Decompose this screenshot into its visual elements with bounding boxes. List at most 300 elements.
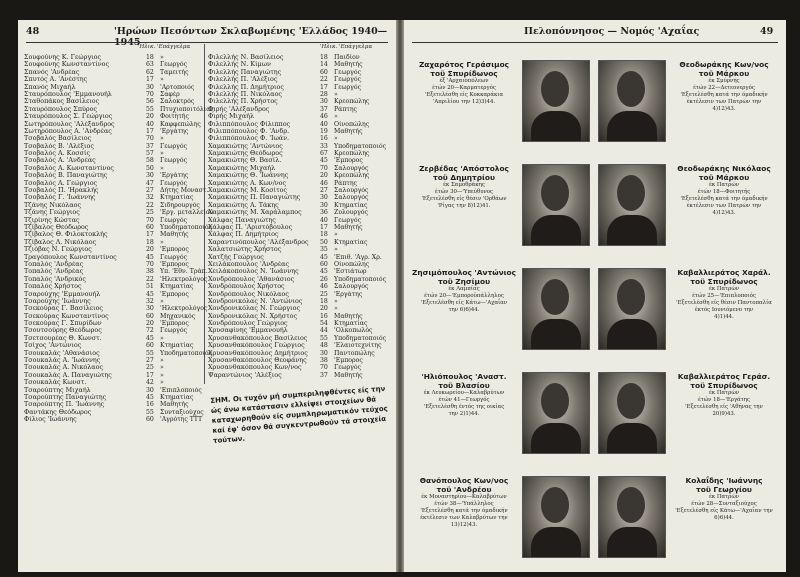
victim-detail: 13)12)43.	[450, 522, 478, 528]
person-occupation: Γεωργός	[160, 327, 188, 335]
victim-entry	[408, 154, 594, 254]
person-age: 25	[146, 364, 154, 372]
person-age: 70	[320, 364, 328, 372]
person-age: 17	[320, 83, 328, 91]
person-occupation: 'Εμπορος	[334, 357, 363, 365]
person-age: 55	[146, 408, 154, 416]
person-name: Φιλελλής Π. Χρήστος	[208, 98, 278, 106]
portrait-body	[531, 423, 581, 453]
person-age: 70	[146, 216, 154, 224]
person-occupation: Γεωργός	[334, 76, 362, 84]
person-age: 46	[320, 283, 328, 291]
person-name: Τζιόβας Ν. Γεώργιος	[24, 246, 92, 254]
victim-detail: 4)12)43.	[712, 210, 736, 216]
person-age: 46	[320, 113, 328, 121]
portrait-face	[541, 175, 569, 211]
person-occupation: Υποδηματοποιός	[160, 349, 213, 357]
person-occupation: Γεωργός	[334, 364, 362, 372]
victim-info	[408, 476, 520, 529]
header-rule-right	[412, 42, 778, 43]
person-occupation: »	[160, 135, 164, 143]
right-page-header	[404, 26, 786, 40]
victim-detail: 4)12)43.	[712, 106, 736, 112]
header-rule	[26, 42, 388, 43]
victim-detail: έκ Μοναστηρίου—Καλαβρύτων	[421, 494, 507, 500]
person-age: 30	[146, 386, 154, 394]
victim-father: τοϋ Μάρκου	[698, 69, 750, 78]
person-name: Τσεκούρας Κωνσταντίνος	[24, 312, 109, 320]
portrait-body	[531, 527, 581, 557]
person-age: 45	[146, 393, 154, 401]
person-name: Σταυρόπουλος 'Εμμανουήλ	[24, 90, 112, 98]
person-name: Σπανός Μιχαήλ	[24, 83, 76, 91]
person-occupation: Σαλουργός	[334, 164, 369, 172]
portrait-face	[541, 279, 569, 315]
person-name: Χρυσανθακόπουλος Κων/νος	[208, 364, 302, 372]
person-age: 18	[146, 238, 154, 246]
person-occupation: Οίνοπώλης	[334, 120, 370, 128]
victim-entry	[596, 362, 782, 462]
person-name: Σπυτός Α. 'Ανέστης	[24, 76, 88, 84]
person-name: Χειλάκοπουλος Ν. 'Ιωάννης	[208, 268, 299, 276]
person-occupation: Κρεοπώλης	[334, 172, 370, 180]
person-age: 33	[320, 142, 328, 150]
person-name: Χαλατσιώτης Χρήστος	[208, 246, 282, 254]
person-age: 40	[320, 120, 328, 128]
victim-detail: έκ Σαμοθράκης	[443, 182, 485, 188]
person-name: Χαμακιώτης Μ. Κοσίτος	[208, 187, 288, 195]
column-2-names	[208, 54, 309, 379]
person-occupation: »	[334, 231, 338, 239]
person-age: 18	[320, 297, 328, 305]
victim-info	[408, 372, 520, 418]
person-name: Χαμακιώτης Μιχαήλ	[208, 164, 276, 172]
note-text: ΣΗΜ. Οι τυχόν μή συμπεριληφθέντες είς την ώς άνω κατάστασιν ελλείψει στοιχείων θά καταχωρηθούν είς συμπληρωματικόν τεύχος καί έφ' όσον θά συγκεντρωθούν τά στοιχεία τούτων.	[210, 384, 389, 445]
person-occupation: Κρεοπώλης	[334, 150, 370, 158]
person-name: Φαντάκης Θεόδωρος	[24, 408, 92, 416]
person-occupation: »	[160, 371, 164, 379]
person-occupation: »	[334, 305, 338, 313]
person-occupation: »	[160, 238, 164, 246]
portrait-photo	[522, 268, 590, 350]
person-age: 55	[146, 105, 154, 113]
person-age: 30	[320, 201, 328, 209]
victim-detail: 'Εξετελέσθη είς Κοκκαράκια	[424, 92, 504, 98]
person-name: Τσοβαλός Α. Κοσσίς	[24, 150, 91, 158]
person-name: Τσαρούχης 'Εμμανουήλ	[24, 290, 101, 298]
person-occupation: 'Εμπορος	[160, 320, 189, 328]
victim-entry	[408, 362, 594, 462]
victim-detail: 'Εξετελέσθη είς θέσιν 'Ορθάων	[421, 196, 507, 202]
person-name: Χονδρόπουλος 'Αθανάσιος	[208, 275, 295, 283]
person-occupation: Κτηματίας	[334, 238, 368, 246]
person-age: 22	[320, 76, 328, 84]
portrait-photo	[598, 60, 666, 142]
person-age: 20	[320, 305, 328, 313]
victim-entry	[408, 466, 594, 566]
person-age: 40	[320, 216, 328, 224]
person-name: Φιρής Μιχαήλ	[208, 113, 255, 121]
person-occupation: Γεωργός	[160, 253, 188, 261]
victim-detail: έκ Πατρών	[708, 390, 740, 396]
person-name: Φιλελλής Π. 'Αλέξιος	[208, 76, 278, 84]
person-occupation: Μαθητής	[160, 231, 189, 239]
person-name: Τσετσουρέας Θ. Κωνστ.	[24, 334, 102, 342]
person-age: 17	[146, 76, 154, 84]
person-name: Τσοβαλός Γ. 'Ιωάννης	[24, 194, 96, 202]
person-occupation: Μαθητής	[334, 61, 363, 69]
victim-info	[408, 164, 520, 210]
victim-detail: 'Εξετελέσθη είς 'Αθήνας την	[685, 404, 763, 410]
person-occupation: 'Εμπορος	[160, 290, 189, 298]
book-gutter	[396, 20, 404, 572]
portrait-photo	[522, 164, 590, 246]
victim-detail: 4)1)44.	[714, 314, 734, 320]
column-1-jobs	[160, 54, 214, 424]
victim-detail: έκτέλεσιν των Πατρών την	[686, 203, 762, 209]
person-age: 60	[320, 68, 328, 76]
person-name: Τσουκαλάς Α. Παναγιώτης	[24, 371, 112, 379]
person-occupation: 'Ελαιοτεχνίτης	[334, 342, 382, 350]
person-occupation: »	[160, 150, 164, 158]
person-occupation: »	[160, 379, 164, 387]
person-occupation: Υποδηματοποιός	[334, 275, 387, 283]
person-name: Τοπαλός 'Ανδρέας	[24, 260, 84, 268]
person-name: Χάλφας Π. 'Αριστόβουλος	[208, 223, 293, 231]
portrait-body	[531, 111, 581, 141]
victim-detail: έκτέλεσιν των Καλαβρύτων την	[420, 515, 508, 521]
victim-detail: έτών 18—Φοιτητής	[697, 189, 751, 195]
victim-father: τοϋ Σπυρίδωνος	[690, 381, 758, 390]
victim-name: Θεοδωράκης Νικόλαος	[677, 164, 771, 173]
person-occupation: »	[160, 357, 164, 365]
person-name: Τσεκούρας Γ. Βασίλειος	[24, 305, 104, 313]
person-name: Τσουκαλάς Κωνστ.	[24, 379, 87, 387]
person-age: 38	[320, 357, 328, 365]
person-occupation: Κτηματίας	[160, 283, 194, 291]
person-age: 16	[146, 401, 154, 409]
person-age: 25	[320, 290, 328, 298]
person-occupation: Ζυλουργός	[334, 209, 368, 217]
person-age: 27	[320, 187, 328, 195]
person-age: 22	[146, 201, 154, 209]
person-age: 46	[320, 179, 328, 187]
victim-detail: 'Εξετελέσθη κατά την όμαδικήν	[680, 92, 768, 98]
person-age: 70	[146, 90, 154, 98]
person-name: Χρυσανθακόπουλος Θεοφάνης	[208, 357, 307, 365]
person-occupation: Υποδηματοποιός	[334, 142, 387, 150]
right-page	[404, 20, 786, 572]
person-name: Χονδρονικόλας Ν. Χρήστος	[208, 312, 298, 320]
person-name: Τοπαλός Χρήστος	[24, 283, 82, 291]
person-occupation: »	[160, 76, 164, 84]
person-age: 45	[146, 253, 154, 261]
person-age: 17	[146, 231, 154, 239]
person-occupation: 'Εργ. μεταλλείου	[160, 209, 214, 217]
person-occupation: »	[334, 90, 338, 98]
person-occupation: »	[334, 297, 338, 305]
person-age: 50	[320, 238, 328, 246]
portrait-photo	[522, 60, 590, 142]
person-age: 16	[320, 135, 328, 143]
person-occupation: 'Εμπορος	[160, 260, 189, 268]
victim-detail: 'Εξετελέσθη κατά την όμαδικήν	[420, 508, 508, 514]
person-name: Τσουτσούρης Θεόδωρος	[24, 327, 102, 335]
person-occupation: Υποδηματοποιός	[160, 223, 213, 231]
person-occupation: 'Ολκοπωλός	[334, 327, 373, 335]
person-occupation: »	[160, 164, 164, 172]
person-occupation: Παντοπώλης	[334, 349, 375, 357]
person-age: 58	[146, 157, 154, 165]
person-occupation: »	[160, 54, 164, 61]
person-occupation: Μαθητής	[334, 312, 363, 320]
person-name: Τσαρούχης 'Ιωάννης	[24, 297, 91, 305]
person-occupation: Γεωργός	[334, 68, 362, 76]
victim-detail: την 2)1)44.	[448, 411, 480, 417]
person-name: Φιλιππόπουλος Φ. 'Ανδρ.	[208, 127, 290, 135]
person-occupation: Σαλουργός	[334, 187, 369, 195]
person-name: Τσοβαλός Β. 'Αλέξιος	[24, 142, 94, 150]
person-name: Χαμακιώτης 'Αντώνιος	[208, 142, 283, 150]
column-2-jobs	[334, 54, 386, 379]
person-age: 57	[146, 150, 154, 158]
portrait-face	[617, 487, 645, 523]
person-occupation: 'Εμπορος	[334, 157, 363, 165]
victim-entry	[596, 258, 782, 358]
person-name: Φιλιππόπουλος Φίλιππος	[208, 120, 291, 128]
victim-info	[408, 60, 520, 106]
victim-info	[668, 60, 780, 113]
person-occupation: »	[334, 113, 338, 121]
person-name: Σταθοπάκος Βασίλειος	[24, 98, 100, 106]
portrait-face	[541, 487, 569, 523]
person-occupation: Γεωργός	[334, 83, 362, 91]
victim-father: τοϋ Ζησίμου	[437, 277, 491, 286]
person-occupation: Κρεοπώλης	[334, 98, 370, 106]
person-occupation: »	[334, 246, 338, 254]
person-age: 56	[146, 98, 154, 106]
person-age: 37	[320, 105, 328, 113]
victim-detail: έκτός Ιουνιόμενο την	[694, 307, 754, 313]
person-name: Χρυσανθακόπουλος Γεώργιος	[208, 342, 305, 350]
victim-name: Θεοδωράκης Κων/νος	[679, 60, 769, 69]
person-name: Τσοβαλός Α. Κωνσταντίνος	[24, 164, 114, 172]
person-name: Τσοβαλός Βασίλειος	[24, 135, 92, 143]
person-age: 60	[146, 223, 154, 231]
person-age: 20	[146, 113, 154, 121]
portrait-face	[541, 71, 569, 107]
person-age: 25	[146, 209, 154, 217]
person-name: Τσουκαλάς Α. Νικόλαος	[24, 364, 104, 372]
person-age: 30	[320, 98, 328, 106]
person-age: 20	[146, 246, 154, 254]
victim-detail: 'Απριλίου την 12)3)44.	[432, 99, 496, 105]
person-age: 30	[146, 305, 154, 313]
person-occupation: Μαθητής	[160, 401, 189, 409]
person-name: Χάλφας Παναγιώτης	[208, 216, 276, 224]
person-occupation: »	[160, 364, 164, 372]
person-name: Χρυσανθακόπουλος Βασίλειος	[208, 334, 308, 342]
person-name: Τσοβαλός Α. 'Ανδρέας	[24, 157, 96, 165]
person-occupation: Γεωργός	[334, 216, 362, 224]
person-occupation: Υπ. 'Εθν. Τράπ.	[160, 268, 208, 276]
victim-father: τοϋ Μάρκου	[698, 173, 750, 182]
person-name: Ψαραντώνιος 'Αλέξιος	[208, 371, 282, 379]
person-age: 16	[320, 312, 328, 320]
person-age: 37	[320, 371, 328, 379]
person-name: Χρυσανθακόπουλος Δημήτριος	[208, 349, 308, 357]
victim-detail: 'Εξετελέσθη είς Κάτω—'Αχαΐαν	[420, 300, 508, 306]
person-age: 51	[146, 283, 154, 291]
victim-father: τοϋ Γεωργίου	[696, 485, 752, 494]
victim-entry	[596, 466, 782, 566]
portrait-body	[607, 423, 657, 453]
person-occupation: Ράπτης	[334, 105, 358, 113]
portrait-face	[617, 383, 645, 419]
person-age: 70	[146, 260, 154, 268]
person-age: 17	[320, 223, 328, 231]
person-occupation: Σαφέρ	[160, 90, 180, 98]
person-occupation: 'Επιθ. 'Αγρ. Χρ.	[334, 253, 382, 261]
person-name: Τζιρίνης Κώστας	[24, 216, 80, 224]
person-name: Τσαρούπτης Μιχαήλ	[24, 386, 91, 394]
victim-name: Καβαλλιεράτος Χαράλ.	[677, 268, 771, 277]
person-age: 18	[320, 231, 328, 239]
person-age: 60	[146, 312, 154, 320]
person-name: Σωτηρόπουλος Α. 'Ανδρέας	[24, 127, 112, 135]
person-occupation: Μηχανικός	[160, 312, 196, 320]
person-name: Τοπαλός 'Ανδρικός	[24, 275, 86, 283]
portrait-photo	[522, 476, 590, 558]
victim-father: τοϋ Δημητρίου	[433, 173, 495, 182]
victim-detail: έτών 30—'Υπεύθυνος	[434, 189, 494, 195]
column-1-header: 'Ηλικ. 'Επάγγελμα	[138, 44, 191, 50]
left-running-title: 'Ηρώων Πεσόντων Σκλαβωμένης 'Ελλάδος 1940—1945	[114, 26, 388, 48]
person-name: Φιλελλής Παναγιώτης	[208, 68, 282, 76]
column-1-ages	[146, 54, 154, 424]
victim-father: τοϋ 'Ανδρέου	[436, 485, 492, 494]
column-1-names	[24, 54, 117, 424]
person-name: Τσοβαλός Π. 'Ηρακλής	[24, 187, 99, 195]
left-page-number: 48	[26, 26, 40, 37]
right-page-number: 49	[760, 26, 774, 37]
victim-info	[668, 476, 780, 522]
victim-detail: έτών 28—Συνταξιούχος	[691, 501, 757, 507]
person-age: 45	[146, 334, 154, 342]
person-age: 62	[146, 68, 154, 76]
person-name: Τζάνης Γεώργιος	[24, 209, 80, 217]
person-age: 44	[320, 327, 328, 335]
person-age: 20	[146, 320, 154, 328]
person-occupation: 'Εργάτης	[160, 172, 189, 180]
person-name: Χαμακιώτης Θεόδωρος	[208, 150, 283, 158]
person-occupation: Υποδηματοποιός	[334, 334, 387, 342]
victim-detail: έτών 38—'Υπάλληλος	[434, 501, 494, 507]
portrait-photo	[598, 164, 666, 246]
person-name: Χρυσαφίνης 'Εμμανουήλ	[208, 327, 288, 335]
person-age: 47	[146, 179, 154, 187]
person-name: Χονδρονικόλας Ν. 'Αντώνιος	[208, 297, 303, 305]
portrait-body	[531, 319, 581, 349]
person-occupation: 'Ηλεκτρολόγος	[160, 305, 208, 313]
person-age: 60	[146, 342, 154, 350]
person-age: 30	[146, 83, 154, 91]
person-age: 67	[320, 150, 328, 158]
person-occupation: 'Αρτοποιός	[160, 83, 195, 91]
person-age: 18	[320, 54, 328, 61]
person-age: 30	[320, 349, 328, 357]
person-age: 48	[320, 342, 328, 350]
person-name: Φιλελλής Ν. Κίμων	[208, 61, 271, 69]
person-occupation: 'Εργάτης	[160, 127, 189, 135]
person-name: Τσίχος 'Αντώνιος	[24, 342, 82, 350]
portrait-body	[607, 319, 657, 349]
person-name: Τσεκούρας Γ. Σπυρίδων	[24, 320, 102, 328]
victim-detail: 'Εξετελέσθη είς Κάτω—'Αχαΐαν την	[675, 508, 773, 514]
person-occupation: Ράπτης	[334, 179, 358, 187]
person-occupation: 'Αγρότης ΤΤΤ	[160, 416, 203, 424]
person-occupation: Γεωργός	[160, 61, 188, 69]
person-age: 54	[320, 320, 328, 328]
person-age: 28	[320, 90, 328, 98]
left-page	[18, 20, 396, 572]
person-name: Χαμακιώτης Α. Τάκης	[208, 201, 279, 209]
portrait-photo	[598, 268, 666, 350]
portrait-photo	[598, 476, 666, 558]
person-age: 27	[146, 357, 154, 365]
person-name: Χονδρόπουλος Γεώργιος	[208, 320, 288, 328]
person-occupation: Πτυχιοποιτόλιας	[160, 105, 214, 113]
person-name: Φιρής 'Αλέξανδρος	[208, 105, 270, 113]
victim-detail: έτών 20—Καρματεργός	[432, 85, 496, 91]
victim-detail: έτών 18—'Εργάτης	[697, 397, 751, 403]
person-age: 40	[146, 120, 154, 128]
person-age: 70	[320, 164, 328, 172]
victim-info	[668, 372, 780, 418]
person-name: Τσουκαλάς 'Αθανάσιος	[24, 349, 100, 357]
victim-detail: έτών 41—Γεωργός	[438, 397, 490, 403]
person-name: Τσοβαλός Α. Γεώργιος	[24, 179, 98, 187]
portrait-face	[541, 383, 569, 419]
victim-detail: έκτέλεσιν των Πατρών την	[686, 99, 762, 105]
person-name: Σουφούνης Κ. Γεώργιος	[24, 54, 102, 61]
person-age: 18	[146, 54, 154, 61]
person-name: Σταυρόπουλος Σπύρος	[24, 105, 98, 113]
victim-entry	[596, 50, 782, 150]
victim-detail: έκ Πατρών	[708, 286, 740, 292]
portrait-body	[607, 527, 657, 557]
person-age: 35	[320, 246, 328, 254]
portrait-body	[607, 215, 657, 245]
victim-detail: έκ Σμύρνης	[708, 78, 740, 84]
victim-detail: 'Ρίγας την 8)12)41.	[437, 203, 491, 209]
person-occupation: Κτηματίας	[160, 194, 194, 202]
victim-detail: 'Εξετελέσθη είς θέσιν Παντοπαλία	[676, 300, 772, 306]
person-age: 27	[146, 187, 154, 195]
victim-father: τοϋ Σπυρίδωνος	[690, 277, 758, 286]
victim-detail: έτών 20—'Εμποροϋπάλληλος	[424, 293, 504, 299]
victim-detail: έτών 25—'Επιπλοποιός	[692, 293, 756, 299]
person-occupation: 'Ηλεκτρολόγος	[160, 275, 208, 283]
victim-info	[408, 268, 520, 314]
person-age: 60	[146, 416, 154, 424]
victim-info	[668, 164, 780, 217]
person-occupation: 'Επιπλοποιός	[160, 386, 202, 394]
victim-name: Ζαχαρότος Γεράσιμος	[418, 60, 510, 69]
person-occupation: »	[160, 334, 164, 342]
person-name: Σταυρόπουλος Σ. Γεώργιος	[24, 113, 113, 121]
victim-info	[668, 268, 780, 321]
